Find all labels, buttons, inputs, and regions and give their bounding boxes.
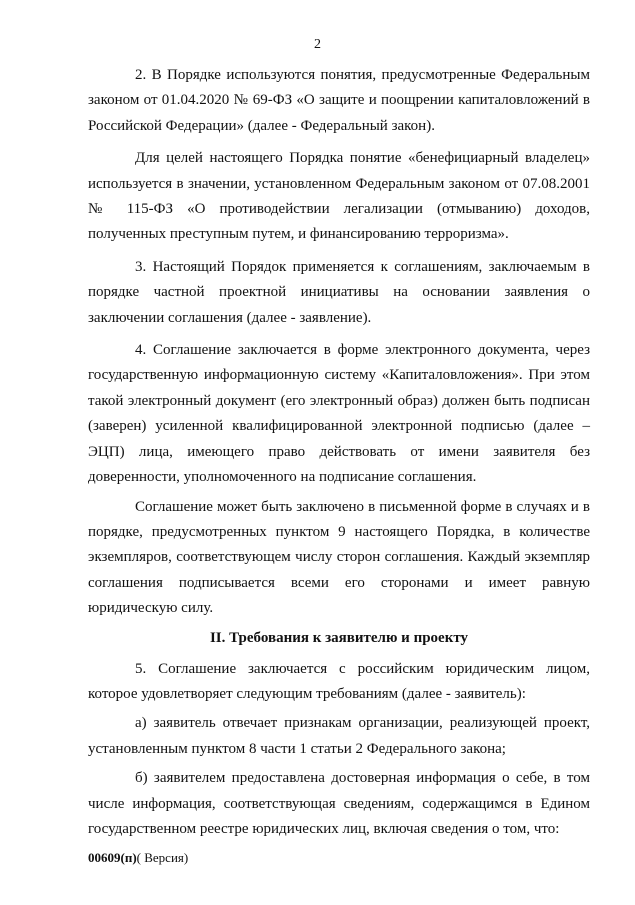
- document-code: 00609(п): [88, 850, 137, 865]
- page-number: 2: [314, 37, 321, 52]
- paragraph-5b: б) заявителем предоставлена достоверная информация о себе, в том числе информация, соответствующая сведениям, содержащимся в Едином государственном реестре юридических лиц, включая сведения о том, что:: [88, 770, 590, 837]
- paragraph-5: 5. Соглашение заключается с российским юридическим лицом, которое удовлетворяет следующим требованиям (далее - заявитель):: [88, 660, 590, 702]
- section-heading: II. Требования к заявителю и проекту: [209, 629, 469, 646]
- paragraph-written-form: Соглашение может быть заключено в письменной форме в случаях и в порядке, предусмотренных пунктом 9 настоящего Порядка, в количестве экземпляров, соответствующем числу сторон соглашения. Каждый экземпляр соглашения подписывается всеми его сторонами и имеет равную юридическую силу.: [88, 498, 590, 617]
- document-version: ( Версия): [136, 850, 189, 865]
- document-body: [88, 63, 590, 849]
- paragraph-2: 2. В Порядке используются понятия, предусмотренные Федеральным законом от 01.04.2020 № 69-ФЗ «О защите и поощрении капиталовложений в Российской Федерации» (далее - Федеральный закон).: [88, 67, 590, 134]
- paragraph-beneficiary: Для целей настоящего Порядка понятие «бенефициарный владелец» используется в значении, установленном Федеральным законом от 07.08.2001 № 115-ФЗ «О противодействии легализации (отмыванию) доходов, полученных преступным путем, и финансированию терроризма».: [88, 150, 590, 243]
- paragraph-3: 3. Настоящий Порядок применяется к соглашениям, заключаемым в порядке частной проектной инициативы на основании заявления о заключении соглашения (далее - заявление).: [88, 258, 590, 326]
- paragraph-4: 4. Соглашение заключается в форме электронного документа, через государственную информационную систему «Капиталовложения». При этом такой электронный документ (его электронный образ) должен быть подписан (заверен) усиленной квалифицированной электронной подписью (далее – ЭЦП) лица, имеющего право действовать от имени заявителя без доверенности, уполномоченного на подписание соглашения.: [88, 342, 590, 486]
- footer-stamp: [88, 850, 188, 866]
- paragraph-5a: а) заявитель отвечает признакам организации, реализующей проект, установленным пунктом 8 части 1 статьи 2 Федерального закона;: [88, 715, 590, 757]
